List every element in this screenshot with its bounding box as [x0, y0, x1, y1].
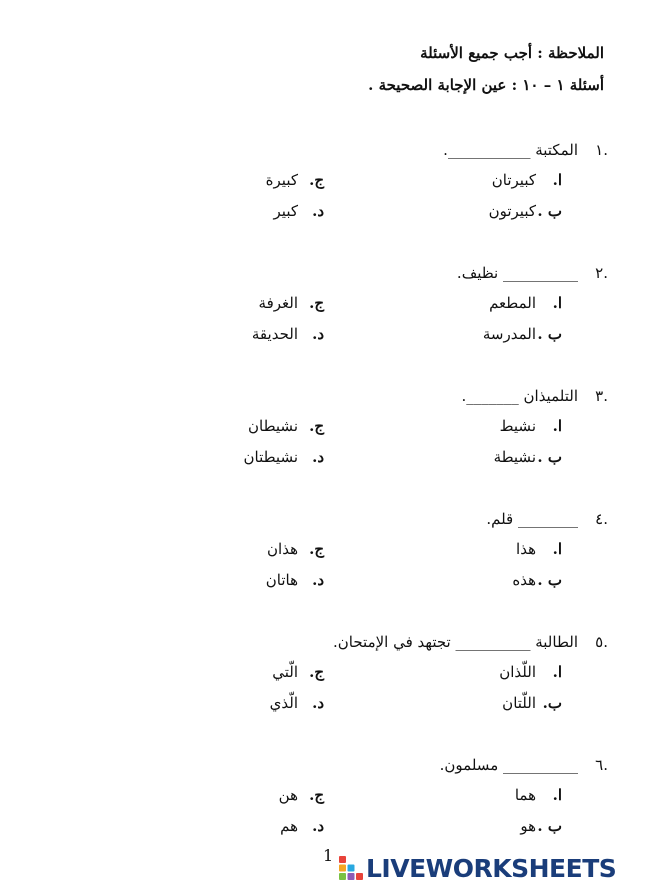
option-d[interactable] [270, 694, 324, 712]
question-text: __________ مسلمون. [439, 756, 578, 774]
option-c[interactable] [248, 417, 324, 435]
option-text: نشيطان [248, 417, 298, 435]
option-a[interactable] [515, 786, 562, 804]
option-letter: ج. [309, 663, 324, 681]
question-stem [461, 387, 608, 405]
option-text: نشيطتان [243, 448, 298, 466]
option-d[interactable] [274, 202, 324, 220]
option-text: اللّتان [502, 694, 536, 712]
question-number: .٥ [595, 633, 608, 651]
option-text: هذه [512, 571, 536, 589]
option-d[interactable] [280, 817, 324, 835]
option-d[interactable] [266, 571, 324, 589]
option-d[interactable] [244, 448, 325, 466]
option-text: الحديقة [251, 325, 298, 343]
option-text: كبيرة [265, 171, 298, 189]
option-b[interactable] [494, 448, 562, 466]
question-4 [0, 510, 646, 610]
option-c[interactable] [279, 786, 324, 804]
page-number: 1 [323, 846, 334, 865]
option-b[interactable] [483, 325, 562, 343]
option-b[interactable] [489, 202, 562, 220]
option-b[interactable] [512, 571, 562, 589]
option-a[interactable] [492, 171, 562, 189]
option-letter: د. [312, 325, 324, 343]
question-number: .١ [595, 141, 608, 159]
option-letter: ا. [552, 786, 562, 804]
option-letter: ج. [309, 417, 324, 435]
option-text: هو [520, 817, 536, 835]
option-text: الغرفة [258, 294, 298, 312]
question-stem [486, 510, 608, 528]
option-text: كبيرتان [491, 171, 536, 189]
option-letter: ب. [542, 694, 562, 712]
question-stem [457, 264, 608, 282]
option-letter: ج. [309, 171, 324, 189]
option-letter: ب . [537, 571, 562, 589]
option-letter: د. [312, 202, 324, 220]
question-text: المكتبة ___________. [443, 141, 578, 159]
option-letter: ا. [552, 540, 562, 558]
option-letter: ج. [309, 540, 324, 558]
option-c[interactable] [266, 171, 324, 189]
question-5 [0, 633, 646, 733]
option-d[interactable] [252, 325, 324, 343]
option-letter: ا. [552, 294, 562, 312]
question-text: ________ قلم. [486, 510, 578, 528]
option-a[interactable] [516, 540, 562, 558]
option-letter: ا. [552, 171, 562, 189]
option-text: اللّذان [499, 663, 536, 681]
option-a[interactable] [489, 294, 562, 312]
option-a[interactable] [499, 663, 562, 681]
option-text: المطعم [489, 294, 536, 312]
option-letter: د. [312, 448, 324, 466]
option-text: هذا [516, 540, 536, 558]
question-1 [0, 141, 646, 241]
option-text: هما [514, 786, 536, 804]
option-text: المدرسة [482, 325, 536, 343]
brand-name: LIVEWORKSHEETS [366, 853, 617, 883]
option-text: هاتان [265, 571, 298, 589]
option-text: نشيطة [493, 448, 536, 466]
question-3 [0, 387, 646, 487]
option-text: هذان [267, 540, 298, 558]
option-letter: د. [312, 571, 324, 589]
option-letter: ا. [552, 663, 562, 681]
question-stem [440, 756, 608, 774]
option-letter: ب . [537, 325, 562, 343]
option-letter: د. [312, 817, 324, 835]
option-a[interactable] [500, 417, 562, 435]
question-stem [333, 633, 608, 651]
option-text: هن [278, 786, 298, 804]
question-6 [0, 756, 646, 856]
question-text: الطالبة __________ تجتهد في الإمتحان. [333, 633, 578, 651]
option-text: الّذي [269, 694, 298, 712]
worksheet-note: الملاحظة : أجب جميع الأسئلة [420, 44, 604, 62]
question-number: .٣ [595, 387, 608, 405]
option-b[interactable] [502, 694, 562, 712]
question-text: __________ نظيف. [456, 264, 578, 282]
option-letter: ب . [537, 817, 562, 835]
option-text: هم [280, 817, 298, 835]
option-letter: ج. [309, 294, 324, 312]
liveworksheets-logo-icon [338, 855, 364, 881]
option-letter: ج. [309, 786, 324, 804]
option-text: نشيط [499, 417, 536, 435]
option-letter: ب . [537, 202, 562, 220]
option-c[interactable] [259, 294, 324, 312]
option-letter: د. [312, 694, 324, 712]
option-b[interactable] [520, 817, 562, 835]
option-c[interactable] [272, 663, 324, 681]
option-text: كبير [273, 202, 298, 220]
question-2 [0, 264, 646, 364]
option-c[interactable] [267, 540, 324, 558]
option-letter: ا. [552, 417, 562, 435]
worksheet-instruction: أسئلة ١ – ١٠ : عين الإجابة الصحيحة . [368, 76, 604, 94]
option-letter: ب . [537, 448, 562, 466]
question-number: .٤ [595, 510, 608, 528]
question-number: .٦ [595, 756, 608, 774]
option-text: كبيرتون [488, 202, 536, 220]
liveworksheets-brand[interactable] [338, 852, 616, 884]
question-text: التلميذان _______. [461, 387, 578, 405]
option-text: الّتي [272, 663, 298, 681]
question-number: .٢ [595, 264, 608, 282]
question-stem [443, 141, 608, 159]
